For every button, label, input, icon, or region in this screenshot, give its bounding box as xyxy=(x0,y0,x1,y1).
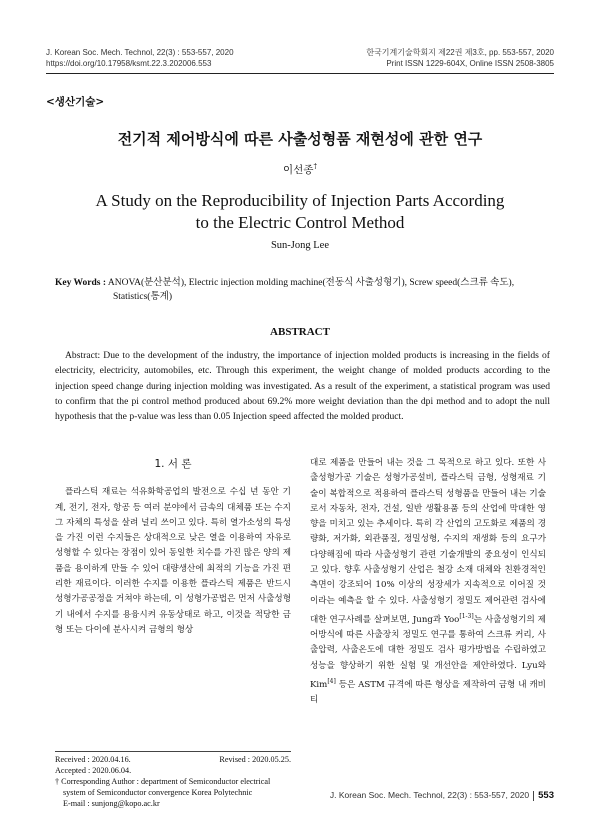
doi-link[interactable]: https://doi.org/10.17958/ksmt.22.3.202006.553 xyxy=(46,59,212,68)
intro-text-part2: 는 사출성형기의 제어방식에 따른 사출장치 정밀도 연구를 통하여 스크류 커리, 사출압력, 사출온도에 대한 정밀도 검사 평가방법을 수립하였고 성능을 향상하기 위한 실험 및 개선안을 제안하였다. Lyu와 Kim xyxy=(310,614,546,690)
footer-citation: J. Korean Soc. Mech. Technol, 22(3) : 553-557, 2020 xyxy=(329,790,530,800)
intro-paragraph-1: 플라스틱 재료는 석유화학공업의 발전으로 수십 년 동안 기계, 전기, 전자, 항공 등 여러 분야에서 금속의 대체품 또는 수지 그 자체의 특성을 살려 널리 쓰이고 있다. 특히 열가소성의 특성을 가진 이런 수지들은 상대적으로 낮은 열을 이용하여 자유로 성형할 수 있다는 장점이 있어 동일한 치수를 가진 많은 양의 제품을 용이하게 만들 수 있어 대량생산에 최적의 기능을 가진 편리한 재료이다. 이러한 수지를 이용한 플라스틱 제품은 반드시 성형가공공정을 거쳐야 하는데, 이 성형가공법은 먼저 사출성형기 내에서 수지를 용융시켜 유동상태로 하고, 이것을 적당한 금형 또는 다이에 분사시켜 금형의 형상 xyxy=(55,487,291,635)
page-number: 553 xyxy=(538,790,554,801)
accepted-date: Accepted : 2020.06.04. xyxy=(55,766,132,775)
corresponding-author: † Corresponding Author : department of Semiconductor electrical system of Semiconductor convergence Korea Polytechnic xyxy=(55,777,271,797)
issn-info: Print ISSN 1229-604X, Online ISSN 2508-3805 xyxy=(386,59,554,68)
corresponding-mark: † xyxy=(313,162,317,171)
left-column xyxy=(55,456,291,638)
intro-text-part1: 대로 제품을 만들어 내는 것을 그 목적으로 하고 있다. 또한 사출성형가공 기술은 성형가공설비, 플라스틱 금형, 성형재료 기술이 복합적으로 적용하여 플라스틱 성형품을 만들어 내는 기술로서 자동차, 전자, 건설, 일반 생활용품 등의 산업에 막대한 영향을 미치고 있는 추세이다. 특히 각 산업의 고도화로 제품의 경량화, 저가화, 외관품질, 정밀성형, 수지의 재생화 등의 요구가 다양해짐에 따라 사출성형기 관련 기술개발의 중요성이 인식되고 있다. 향후 사출성형기 산업은 철강 소재 대체와 친환경적인 측면이 강조되어 10% 이상의 성장세가 지속적으로 이어질 것이라는 예측을 할 수 있다. 사출성형기 정밀도 제어관련 검사에 대한 연구사례를 살펴보면, Jung과 Yoo xyxy=(310,458,546,625)
title-en-line2: to the Electric Control Method xyxy=(195,213,405,232)
header-divider xyxy=(46,73,554,74)
abstract-body: Abstract: Due to the development of the industry, the importance of injection molded products is increasing in the fields of electricity, electricity, automobiles, etc. Through this experiment, the weight change of molded products according to the injection speed change during injection molding was investigated. As a result of the experiment, a statistical program was used to confirm that the pi control method produced about 69.2% more weight deviation than the dpi method and to adopt the null hypothesis that the p-value was less than 0.05 Injection speed affected the molded product. xyxy=(55,350,550,423)
keywords-line2: Statistics(통계) xyxy=(113,292,172,302)
running-header-left xyxy=(46,47,234,69)
right-column xyxy=(310,456,546,708)
paper-title-english xyxy=(0,190,600,234)
intro-paragraph-2 xyxy=(310,456,546,708)
footnote-divider xyxy=(55,751,291,752)
author-korean-name: 이선종 xyxy=(283,164,314,176)
running-header-right xyxy=(366,47,554,69)
footer-separator xyxy=(533,791,534,801)
section-heading-introduction: 1. 서 론 xyxy=(154,458,192,470)
section-tag: <생산기술> xyxy=(46,96,105,108)
author-korean xyxy=(0,162,600,177)
abstract-heading: ABSTRACT xyxy=(270,326,330,338)
intro-text-part3: 등은 ASTM 규격에 따른 형상을 제작하여 금형 내 캐비티 xyxy=(310,679,546,706)
page-footer xyxy=(330,790,554,801)
received-date: Received : 2020.04.16. xyxy=(55,755,131,764)
revised-date: Revised : 2020.05.25. xyxy=(219,755,291,764)
keywords-line1: ANOVA(분산분석), Electric injection molding machine(전동식 사출성형기), Screw speed(스크류 속도), xyxy=(107,278,515,288)
keywords xyxy=(55,276,550,304)
footnote xyxy=(55,754,291,809)
citation-ref-1-3[interactable]: [1-3] xyxy=(459,612,474,620)
journal-citation-korean: 한국기계기술학회지 제22권 제3호, pp. 553-557, 2020 xyxy=(366,48,554,57)
paper-title-korean: 전기적 제어방식에 따른 사출성형품 재현성에 관한 연구 xyxy=(117,130,483,148)
author-email[interactable]: E-mail : sunjong@kopo.ac.kr xyxy=(63,799,160,808)
author-english: Sun-Jong Lee xyxy=(270,240,330,251)
citation-ref-4[interactable]: [4] xyxy=(327,678,336,686)
journal-citation: J. Korean Soc. Mech. Technol, 22(3) : 553-557, 2020 xyxy=(46,48,234,57)
title-en-line1: A Study on the Reproducibility of Injection Parts According xyxy=(95,191,505,210)
keywords-label: Key Words : xyxy=(55,278,107,288)
